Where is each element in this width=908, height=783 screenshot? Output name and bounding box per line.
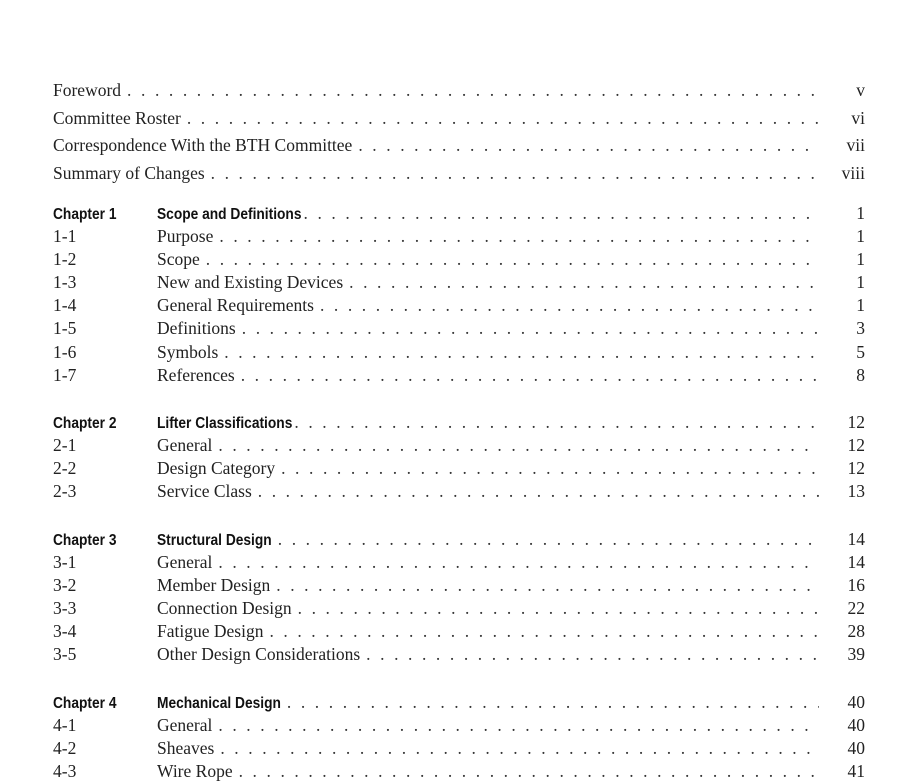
toc-chapter-2[interactable] — [53, 411, 865, 434]
spacer — [53, 504, 865, 528]
dot-leader — [294, 411, 819, 434]
toc-section-1-6[interactable] — [53, 341, 865, 364]
chapter-page: 40 — [847, 691, 865, 712]
toc-section-4-1[interactable] — [53, 714, 865, 737]
dot-leader — [211, 160, 819, 188]
dot-leader — [269, 620, 819, 643]
section-page: 1 — [856, 249, 865, 270]
section-number: 2-1 — [53, 435, 77, 456]
spacer — [53, 666, 865, 690]
section-number: 4-3 — [53, 761, 77, 782]
section-number: 4-2 — [53, 738, 77, 759]
dot-leader — [320, 294, 819, 317]
section-number: 4-1 — [53, 714, 77, 735]
chapter-title: Structural Design — [157, 531, 272, 549]
section-page: 28 — [847, 621, 865, 642]
chapter-page: 1 — [856, 203, 865, 223]
dot-leader — [278, 528, 819, 551]
section-number: 1-7 — [53, 364, 77, 385]
section-number: 3-2 — [53, 575, 77, 596]
dot-leader — [287, 691, 819, 714]
chapter-label: Chapter 1 — [53, 206, 117, 223]
toc-entry-title: Foreword — [53, 80, 122, 100]
toc-entry-page: viii — [841, 162, 865, 183]
section-number: 1-4 — [53, 295, 77, 316]
toc-section-1-1[interactable] — [53, 225, 865, 248]
toc-section-1-2[interactable] — [53, 248, 865, 271]
dot-leader — [241, 364, 819, 387]
section-page: 13 — [847, 481, 865, 502]
toc-entry-page: vii — [846, 135, 865, 155]
section-title: Other Design Considerations — [157, 644, 361, 665]
section-title: General — [157, 435, 213, 456]
dot-leader — [242, 317, 819, 340]
toc-entry-title: Summary of Changes — [53, 162, 205, 183]
section-number: 3-3 — [53, 598, 77, 619]
section-title: Fatigue Design — [157, 621, 264, 642]
section-page: 3 — [856, 318, 865, 339]
toc-entry-foreword[interactable] — [53, 77, 865, 105]
dot-leader — [366, 643, 819, 666]
toc-entry-title: Correspondence With the BTH Committee — [53, 135, 353, 155]
section-page: 12 — [847, 435, 865, 456]
chapter-label: Chapter 3 — [53, 531, 117, 549]
toc-section-3-3[interactable] — [53, 597, 865, 620]
section-page: 5 — [856, 341, 865, 362]
dot-leader — [258, 480, 819, 503]
chapter-title: Mechanical Design — [157, 694, 281, 712]
section-number: 1-5 — [53, 318, 77, 339]
section-number: 1-3 — [53, 272, 77, 293]
section-page: 39 — [847, 644, 865, 665]
dot-leader — [220, 737, 819, 760]
toc-section-2-1[interactable] — [53, 434, 865, 457]
dot-leader — [298, 597, 819, 620]
section-number: 3-4 — [53, 621, 77, 642]
toc-entry-committee-roster[interactable] — [53, 105, 865, 133]
chapter-label: Chapter 2 — [53, 415, 117, 433]
chapter-page: 12 — [847, 412, 865, 433]
section-title: Connection Design — [157, 598, 292, 619]
toc-section-2-3[interactable] — [53, 480, 865, 503]
section-page: 12 — [847, 458, 865, 479]
section-page: 16 — [847, 575, 865, 596]
section-title: General — [157, 552, 213, 572]
dot-leader — [281, 457, 819, 480]
toc-entry-title: Committee Roster — [53, 107, 181, 128]
toc-chapter-1[interactable] — [53, 202, 865, 225]
section-page: 41 — [847, 761, 865, 782]
dot-leader — [224, 341, 819, 364]
toc-section-1-4[interactable] — [53, 294, 865, 317]
spacer — [53, 387, 865, 411]
toc-entry-summary-of-changes[interactable] — [53, 160, 865, 188]
dot-leader — [218, 551, 819, 574]
section-number: 2-3 — [53, 481, 77, 502]
section-page: 14 — [847, 552, 865, 572]
dot-leader — [218, 434, 819, 457]
section-title: Sheaves — [157, 738, 215, 759]
dot-leader — [219, 225, 819, 248]
section-page: 40 — [847, 738, 865, 759]
toc-entry-page: v — [856, 80, 865, 100]
toc-section-3-1[interactable] — [53, 551, 865, 574]
dot-leader — [349, 271, 819, 294]
section-page: 8 — [856, 364, 865, 385]
section-title: Design Category — [157, 458, 276, 479]
section-title: Member Design — [157, 575, 271, 596]
toc-section-4-2[interactable] — [53, 737, 865, 760]
toc-section-3-5[interactable] — [53, 643, 865, 666]
dot-leader — [239, 760, 819, 783]
dot-leader — [304, 202, 820, 225]
toc-chapter-4[interactable] — [53, 691, 865, 714]
section-number: 1-2 — [53, 249, 77, 270]
section-title: Symbols — [157, 341, 219, 362]
toc-section-3-2[interactable] — [53, 574, 865, 597]
toc-section-4-3[interactable] — [53, 760, 865, 783]
chapter-page: 14 — [847, 528, 865, 549]
section-title: Scope — [157, 249, 200, 270]
section-number: 1-1 — [53, 226, 77, 247]
chapter-title: Lifter Classifications — [157, 415, 293, 433]
dot-leader — [358, 132, 819, 160]
toc-entry-correspondence[interactable] — [53, 132, 865, 160]
dot-leader — [127, 77, 819, 105]
toc-section-1-7[interactable] — [53, 364, 865, 387]
section-title: Service Class — [157, 481, 252, 502]
section-page: 22 — [847, 598, 865, 619]
section-page: 1 — [856, 272, 865, 293]
section-number: 3-1 — [53, 552, 77, 572]
dot-leader — [218, 714, 819, 737]
section-number: 1-6 — [53, 341, 77, 362]
table-of-contents — [53, 77, 865, 783]
toc-section-2-2[interactable] — [53, 457, 865, 480]
section-title: General — [157, 714, 213, 735]
section-title: Definitions — [157, 318, 236, 339]
chapter-label: Chapter 4 — [53, 694, 117, 712]
section-page: 1 — [856, 226, 865, 247]
toc-section-1-3[interactable] — [53, 271, 865, 294]
section-number: 3-5 — [53, 644, 77, 665]
section-page: 40 — [847, 714, 865, 735]
section-title: New and Existing Devices — [157, 272, 344, 293]
toc-section-1-5[interactable] — [53, 317, 865, 340]
section-page: 1 — [856, 295, 865, 316]
toc-entry-page: vi — [851, 107, 865, 128]
section-title: Purpose — [157, 226, 214, 247]
section-title: General Requirements — [157, 295, 314, 316]
toc-chapter-3[interactable] — [53, 528, 865, 551]
chapter-title: Scope and Definitions — [157, 206, 302, 223]
toc-section-3-4[interactable] — [53, 620, 865, 643]
spacer — [53, 187, 865, 202]
section-number: 2-2 — [53, 458, 77, 479]
dot-leader — [187, 105, 819, 133]
section-title: Wire Rope — [157, 761, 233, 782]
section-title: References — [157, 364, 235, 385]
dot-leader — [276, 574, 819, 597]
dot-leader — [206, 248, 819, 271]
